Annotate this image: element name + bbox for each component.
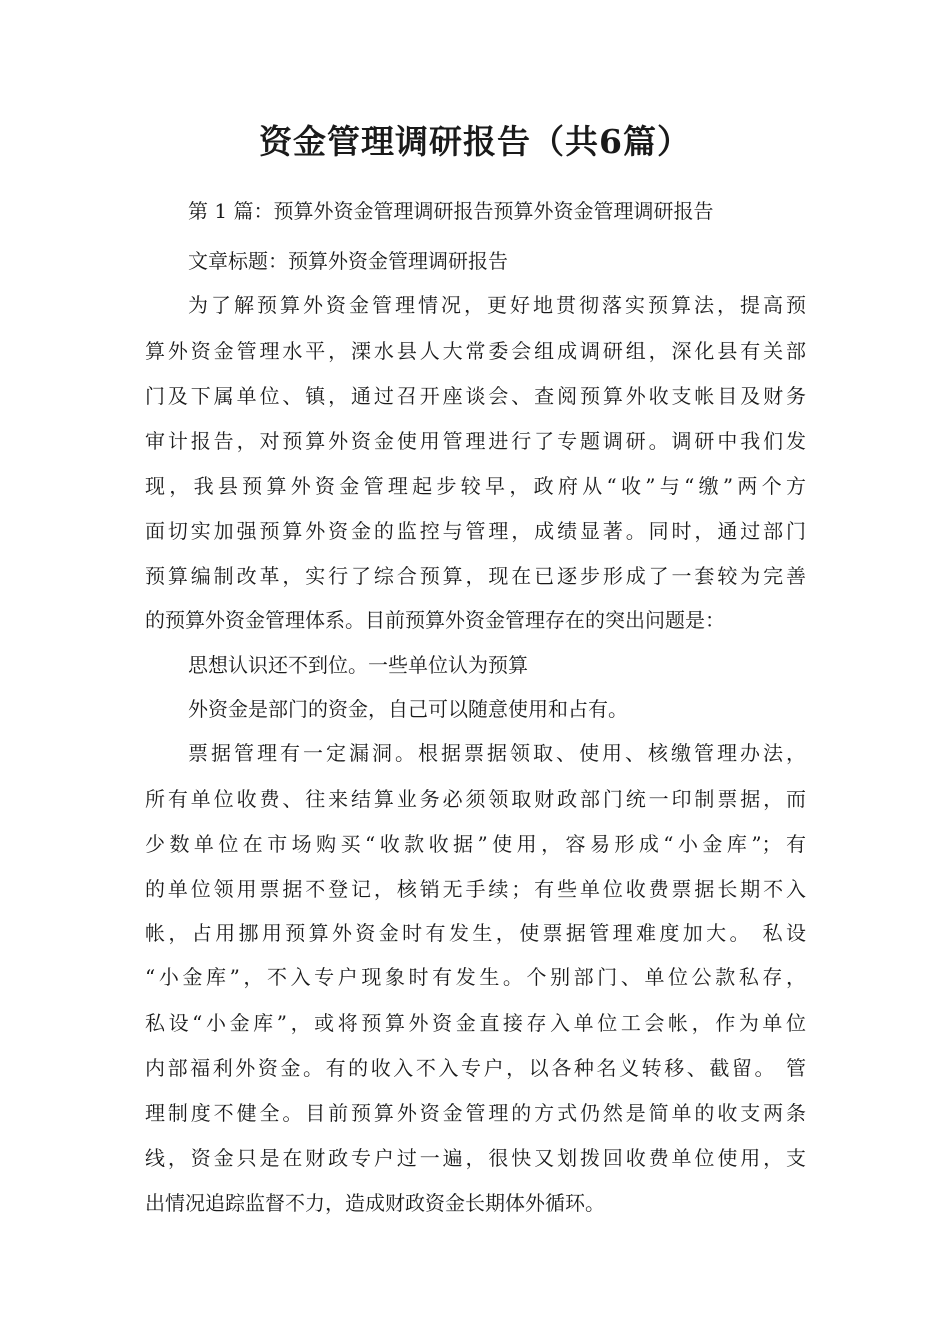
text-line: 现，我县预算外资金管理起步较早，政府从“收”与“缴”两个方 [145,474,806,498]
text-line: 所有单位收费、往来结算业务必须领取财政部门统一印制票据，而 [145,787,806,811]
text-line: 为了解预算外资金管理情况，更好地贯彻落实预算法，提高预 [188,293,806,317]
text-line: 的单位领用票据不登记，核销无手续；有些单位收费票据长期不入 [145,877,806,901]
text-line: 思想认识还不到位。一些单位认为预算 [188,653,528,677]
text-line: 文章标题：预算外资金管理调研报告 [188,249,508,273]
text-line: 出情况追踪监督不力，造成财政资金长期体外循环。 [145,1191,605,1215]
text-line: 票据管理有一定漏洞。根据票据领取、使用、核缴管理办法， [188,741,806,765]
text-line: 帐，占用挪用预算外资金时有发生，使票据管理难度加大。 私设 [145,921,806,945]
text-line: “小金库”，不入专户现象时有发生。个别部门、单位公款私存， [145,965,806,989]
text-line: 少数单位在市场购买“收款收据”使用，容易形成“小金库”；有 [145,832,806,856]
text-line: 面切实加强预算外资金的监控与管理，成绩显著。同时，通过部门 [145,519,806,543]
text-line: 算外资金管理水平，溧水县人大常委会组成调研组，深化县有关部 [145,339,806,363]
text-line: 内部福利外资金。有的收入不入专户，以各种名义转移、截留。 管 [145,1056,806,1080]
text-line: 门及下属单位、镇，通过召开座谈会、查阅预算外收支帐目及财务 [145,384,806,408]
text-line: 第 1 篇：预算外资金管理调研报告预算外资金管理调研报告 [188,199,714,223]
text-line: 审计报告，对预算外资金使用管理进行了专题调研。调研中我们发 [145,429,806,453]
text-line: 线，资金只是在财政专户过一遍，很快又划拨回收费单位使用，支 [145,1146,806,1170]
text-line: 预算编制改革，实行了综合预算，现在已逐步形成了一套较为完善 [145,564,806,588]
document-title: 资金管理调研报告（共6篇） [259,122,691,161]
text-line: 私设“小金库”，或将预算外资金直接存入单位工会帐，作为单位 [145,1011,806,1035]
text-line: 的预算外资金管理体系。目前预算外资金管理存在的突出问题是： [145,608,725,632]
text-line: 理制度不健全。目前预算外资金管理的方式仍然是简单的收支两条 [145,1101,806,1125]
text-line: 外资金是部门的资金，自己可以随意使用和占有。 [188,697,628,721]
